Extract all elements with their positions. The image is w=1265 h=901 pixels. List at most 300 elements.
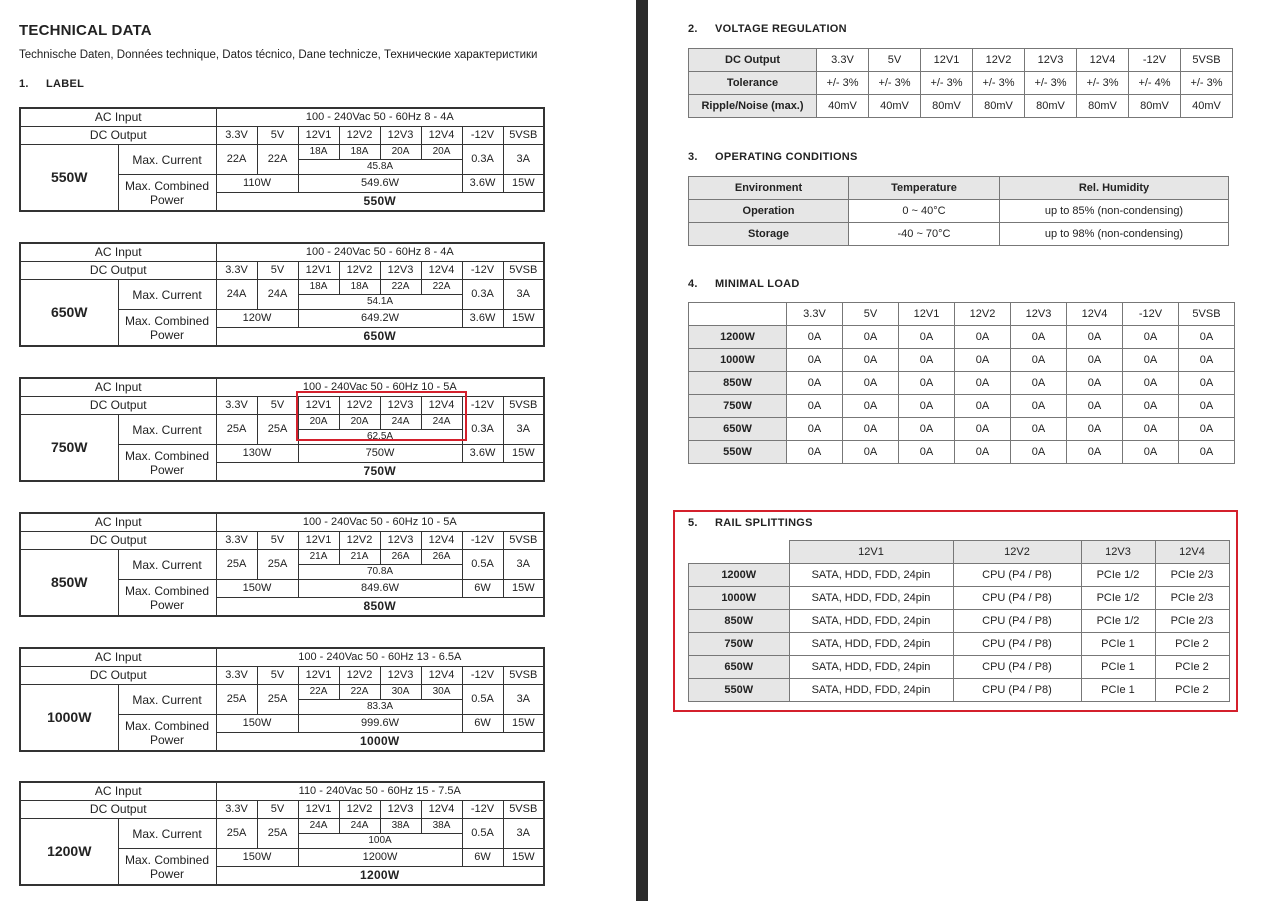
ml-value: 0A — [899, 441, 955, 464]
rail-header: 5V — [869, 49, 921, 72]
power-value: 150W — [216, 580, 298, 598]
section-rail-heading: 5. RAIL SPLITTINGS — [688, 517, 813, 529]
rail-header: 3.3V — [817, 49, 869, 72]
max-current-row — [20, 685, 544, 700]
rail-header: 3.3V — [216, 397, 257, 415]
current-value: 18A — [339, 280, 380, 295]
rs-header: 12V1 — [789, 541, 953, 564]
max-current-row — [20, 550, 544, 565]
total-power-value: 1200W — [216, 867, 544, 886]
ml-row — [689, 326, 1235, 349]
rs-value: PCIe 2 — [1155, 679, 1229, 702]
power-value: 6W — [462, 715, 503, 733]
max-combined-label: Max. Combined Power — [118, 580, 216, 617]
rail-header: 3.3V — [216, 667, 257, 685]
max-combined-label: Max. Combined Power — [118, 715, 216, 752]
rs-value: CPU (P4 / P8) — [953, 564, 1081, 587]
ac-input-label: AC Input — [20, 513, 216, 532]
rs-row-label: 650W — [689, 656, 790, 679]
ml-value: 0A — [1179, 418, 1235, 441]
rail-header: 12V2 — [973, 49, 1025, 72]
rail-header: 12V1 — [298, 801, 339, 819]
ml-value: 0A — [1123, 372, 1179, 395]
rail-header: 12V3 — [380, 667, 421, 685]
vr-value: 80mV — [1077, 95, 1129, 118]
current-value: 22A — [380, 280, 421, 295]
page-divider — [636, 0, 648, 901]
rail-header: -12V — [462, 532, 503, 550]
current-value: 26A — [421, 550, 462, 565]
rs-header-row — [689, 541, 1230, 564]
rs-row — [689, 564, 1230, 587]
rail-header: 12V4 — [421, 397, 462, 415]
rail-header: 12V4 — [421, 667, 462, 685]
ml-value: 0A — [1179, 372, 1235, 395]
rail-header: 3.3V — [216, 262, 257, 280]
rail-header: 12V3 — [380, 127, 421, 145]
ml-row-label: 850W — [689, 372, 787, 395]
oc-row — [689, 200, 1229, 223]
dc-output-row — [20, 127, 544, 145]
current-value: 25A — [216, 819, 257, 849]
oc-header-row — [689, 177, 1229, 200]
rail-header: 12V2 — [339, 532, 380, 550]
vr-value: +/- 3% — [869, 72, 921, 95]
ml-header-row — [689, 303, 1235, 326]
dc-output-label: DC Output — [20, 127, 216, 145]
rail-header: 12V2 — [339, 397, 380, 415]
oc-row — [689, 223, 1229, 246]
rail-header: 5VSB — [503, 532, 544, 550]
current-value: 3A — [503, 280, 544, 310]
rail-splittings-table — [688, 540, 1230, 702]
ml-value: 0A — [899, 349, 955, 372]
ac-input-value: 110 - 240Vac 50 - 60Hz 15 - 7.5A — [216, 782, 544, 801]
rs-value: SATA, HDD, FDD, 24pin — [789, 633, 953, 656]
rs-value: CPU (P4 / P8) — [953, 587, 1081, 610]
ml-value: 0A — [843, 418, 899, 441]
rs-row-label: 1200W — [689, 564, 790, 587]
current-value: 0.3A — [462, 280, 503, 310]
max-current-label: Max. Current — [118, 819, 216, 849]
vr-value: 80mV — [921, 95, 973, 118]
rs-header: 12V2 — [953, 541, 1081, 564]
current-value: 25A — [216, 415, 257, 445]
vr-value: +/- 4% — [1129, 72, 1181, 95]
current-value: 20A — [298, 415, 339, 430]
rs-corner — [689, 541, 790, 564]
ac-input-row — [20, 782, 544, 801]
rail-header: 5V — [843, 303, 899, 326]
voltage-regulation-table — [688, 48, 1233, 118]
vr-value: 40mV — [817, 95, 869, 118]
rail-header: 12V1 — [298, 127, 339, 145]
ac-input-label: AC Input — [20, 378, 216, 397]
section-label-heading: 1. LABEL — [19, 78, 85, 90]
current-value: 0.3A — [462, 145, 503, 175]
section-minimal-heading: 4. MINIMAL LOAD — [688, 278, 800, 290]
oc-row-label: Storage — [689, 223, 849, 246]
rail-header: 12V2 — [339, 127, 380, 145]
model-name: 1000W — [20, 685, 118, 752]
power-value: 6W — [462, 580, 503, 598]
label-table-650w — [19, 242, 545, 347]
power-value: 15W — [503, 310, 544, 328]
vr-row-label: Tolerance — [689, 72, 817, 95]
model-name: 650W — [20, 280, 118, 347]
rs-value: SATA, HDD, FDD, 24pin — [789, 610, 953, 633]
rs-value: PCIe 1 — [1081, 633, 1155, 656]
model-name: 1200W — [20, 819, 118, 886]
rail-header: -12V — [462, 127, 503, 145]
current-value: 24A — [216, 280, 257, 310]
combined-12v-value: 70.8A — [298, 565, 462, 580]
max-combined-label: Max. Combined Power — [118, 310, 216, 347]
current-value: 25A — [216, 550, 257, 580]
rail-header: -12V — [462, 801, 503, 819]
ml-value: 0A — [1179, 441, 1235, 464]
ac-input-row — [20, 243, 544, 262]
current-value: 3A — [503, 145, 544, 175]
rail-header: 5VSB — [1181, 49, 1233, 72]
current-value: 18A — [298, 145, 339, 160]
highlight-box-750w-rails — [296, 391, 467, 441]
current-value: 22A — [339, 685, 380, 700]
power-value: 649.2W — [298, 310, 462, 328]
current-value: 38A — [380, 819, 421, 834]
rail-header: 3.3V — [216, 127, 257, 145]
rail-header: 5VSB — [503, 262, 544, 280]
current-value: 18A — [298, 280, 339, 295]
page-subtitle: Technische Daten, Données technique, Datos técnico, Dane technicze, Технические характеристики — [19, 49, 538, 61]
dc-output-row — [20, 532, 544, 550]
dc-output-row — [20, 801, 544, 819]
ml-value: 0A — [1067, 441, 1123, 464]
ml-value: 0A — [787, 395, 843, 418]
rail-header: -12V — [1129, 49, 1181, 72]
rs-value: CPU (P4 / P8) — [953, 679, 1081, 702]
vr-value: +/- 3% — [973, 72, 1025, 95]
current-value: 20A — [380, 145, 421, 160]
rs-row-label: 750W — [689, 633, 790, 656]
current-value: 22A — [257, 145, 298, 175]
combined-12v-value: 45.8A — [298, 160, 462, 175]
max-current-label: Max. Current — [118, 145, 216, 175]
ml-value: 0A — [899, 395, 955, 418]
max-combined-label: Max. Combined Power — [118, 175, 216, 212]
dc-output-header: DC Output — [689, 49, 817, 72]
ml-value: 0A — [787, 326, 843, 349]
rail-header: 12V4 — [1077, 49, 1129, 72]
current-value: 3A — [503, 819, 544, 849]
ml-value: 0A — [843, 372, 899, 395]
rs-value: PCIe 2/3 — [1155, 610, 1229, 633]
rs-value: CPU (P4 / P8) — [953, 656, 1081, 679]
power-value: 3.6W — [462, 310, 503, 328]
max-current-label: Max. Current — [118, 685, 216, 715]
rs-value: PCIe 2/3 — [1155, 587, 1229, 610]
power-value: 999.6W — [298, 715, 462, 733]
vr-value: 80mV — [973, 95, 1025, 118]
rail-header: 12V4 — [421, 801, 462, 819]
ml-value: 0A — [1067, 372, 1123, 395]
rail-header: 5V — [257, 397, 298, 415]
rail-header: 12V4 — [421, 532, 462, 550]
vr-value: 80mV — [1025, 95, 1077, 118]
rail-header: 12V2 — [339, 667, 380, 685]
ml-value: 0A — [1123, 349, 1179, 372]
vr-value: 40mV — [1181, 95, 1233, 118]
ml-row-label: 650W — [689, 418, 787, 441]
current-value: 18A — [339, 145, 380, 160]
power-value: 549.6W — [298, 175, 462, 193]
rail-header: 5VSB — [503, 127, 544, 145]
ml-value: 0A — [1123, 441, 1179, 464]
rs-header: 12V3 — [1081, 541, 1155, 564]
current-value: 0.5A — [462, 550, 503, 580]
current-value: 22A — [216, 145, 257, 175]
rs-row — [689, 633, 1230, 656]
rail-header: 5V — [257, 667, 298, 685]
ac-input-value: 100 - 240Vac 50 - 60Hz 8 - 4A — [216, 108, 544, 127]
oc-header: Rel. Humidity — [1000, 177, 1229, 200]
ac-input-value: 100 - 240Vac 50 - 60Hz 10 - 5A — [216, 378, 544, 397]
rail-header: 12V3 — [380, 801, 421, 819]
ml-value: 0A — [843, 395, 899, 418]
ml-row-label: 750W — [689, 395, 787, 418]
vr-value: 80mV — [1129, 95, 1181, 118]
ml-value: 0A — [1179, 326, 1235, 349]
oc-row-label: Operation — [689, 200, 849, 223]
vr-value: 40mV — [869, 95, 921, 118]
current-value: 20A — [421, 145, 462, 160]
total-power-value: 1000W — [216, 733, 544, 752]
ml-value: 0A — [955, 326, 1011, 349]
ml-value: 0A — [787, 372, 843, 395]
rs-row — [689, 656, 1230, 679]
rs-value: SATA, HDD, FDD, 24pin — [789, 679, 953, 702]
rs-row — [689, 587, 1230, 610]
current-value: 30A — [380, 685, 421, 700]
rs-row-label: 1000W — [689, 587, 790, 610]
rail-header: 3.3V — [787, 303, 843, 326]
current-value: 3A — [503, 685, 544, 715]
dc-output-row — [20, 262, 544, 280]
ml-value: 0A — [1123, 395, 1179, 418]
ml-value: 0A — [1011, 326, 1067, 349]
rs-row — [689, 610, 1230, 633]
ml-value: 0A — [1067, 418, 1123, 441]
power-value: 15W — [503, 715, 544, 733]
rail-header: 5VSB — [503, 667, 544, 685]
ml-value: 0A — [787, 349, 843, 372]
current-value: 22A — [421, 280, 462, 295]
current-value: 3A — [503, 415, 544, 445]
rail-header: 3.3V — [216, 801, 257, 819]
ml-row-label: 550W — [689, 441, 787, 464]
ml-value: 0A — [1179, 349, 1235, 372]
current-value: 24A — [421, 415, 462, 430]
ml-value: 0A — [899, 418, 955, 441]
oc-value: up to 98% (non-condensing) — [1000, 223, 1229, 246]
rail-header: 5VSB — [503, 801, 544, 819]
label-table-1000w — [19, 647, 545, 752]
ac-input-label: AC Input — [20, 108, 216, 127]
oc-value: up to 85% (non-condensing) — [1000, 200, 1229, 223]
model-name: 850W — [20, 550, 118, 617]
max-combined-label: Max. Combined Power — [118, 849, 216, 886]
vr-value: +/- 3% — [921, 72, 973, 95]
model-name: 550W — [20, 145, 118, 212]
current-value: 0.5A — [462, 819, 503, 849]
vr-value: +/- 3% — [1181, 72, 1233, 95]
rs-value: PCIe 2 — [1155, 633, 1229, 656]
power-value: 750W — [298, 445, 462, 463]
rail-header: 12V2 — [339, 262, 380, 280]
power-value: 1200W — [298, 849, 462, 867]
ml-value: 0A — [787, 418, 843, 441]
rail-header: -12V — [462, 262, 503, 280]
rail-header: -12V — [462, 397, 503, 415]
vr-value: +/- 3% — [1077, 72, 1129, 95]
power-value: 150W — [216, 715, 298, 733]
ml-value: 0A — [1067, 395, 1123, 418]
rs-value: PCIe 1/2 — [1081, 587, 1155, 610]
ml-value: 0A — [1123, 326, 1179, 349]
current-value: 25A — [257, 415, 298, 445]
label-table-550w — [19, 107, 545, 212]
ml-value: 0A — [955, 418, 1011, 441]
rail-header: 12V2 — [955, 303, 1011, 326]
dc-output-label: DC Output — [20, 801, 216, 819]
oc-header: Environment — [689, 177, 849, 200]
label-table-850w — [19, 512, 545, 617]
total-power-value: 550W — [216, 193, 544, 212]
rail-header: 12V3 — [380, 532, 421, 550]
rs-row-label: 550W — [689, 679, 790, 702]
rs-value: PCIe 1 — [1081, 656, 1155, 679]
rail-header: 3.3V — [216, 532, 257, 550]
current-value: 24A — [380, 415, 421, 430]
rail-header: 12V4 — [1067, 303, 1123, 326]
power-value: 15W — [503, 849, 544, 867]
rail-header: 5V — [257, 801, 298, 819]
current-value: 25A — [216, 685, 257, 715]
ml-value: 0A — [1067, 326, 1123, 349]
current-value: 38A — [421, 819, 462, 834]
dc-output-label: DC Output — [20, 667, 216, 685]
current-value: 21A — [339, 550, 380, 565]
rs-row — [689, 679, 1230, 702]
current-value: 22A — [298, 685, 339, 700]
rail-header: -12V — [1123, 303, 1179, 326]
power-value: 15W — [503, 445, 544, 463]
rail-header: 12V3 — [380, 262, 421, 280]
ac-input-row — [20, 108, 544, 127]
vr-value: +/- 3% — [1025, 72, 1077, 95]
rs-value: PCIe 2/3 — [1155, 564, 1229, 587]
ml-value: 0A — [1179, 395, 1235, 418]
ml-value: 0A — [843, 441, 899, 464]
ml-corner — [689, 303, 787, 326]
vr-value: +/- 3% — [817, 72, 869, 95]
page-title: TECHNICAL DATA — [19, 22, 152, 39]
power-value: 6W — [462, 849, 503, 867]
operating-conditions-table — [688, 176, 1229, 246]
ac-input-value: 100 - 240Vac 50 - 60Hz 13 - 6.5A — [216, 648, 544, 667]
current-value: 25A — [257, 550, 298, 580]
power-value: 3.6W — [462, 445, 503, 463]
section-operating-heading: 3. OPERATING CONDITIONS — [688, 151, 858, 163]
rail-header: 12V1 — [298, 397, 339, 415]
oc-header: Temperature — [849, 177, 1000, 200]
rail-header: 12V4 — [421, 262, 462, 280]
rail-header: 12V3 — [1025, 49, 1077, 72]
combined-12v-value: 83.3A — [298, 700, 462, 715]
max-current-label: Max. Current — [118, 550, 216, 580]
ac-input-row — [20, 648, 544, 667]
power-value: 849.6W — [298, 580, 462, 598]
dc-output-label: DC Output — [20, 532, 216, 550]
max-combined-label: Max. Combined Power — [118, 445, 216, 482]
rail-header: 5VSB — [503, 397, 544, 415]
oc-value: -40 ~ 70°C — [849, 223, 1000, 246]
rs-value: PCIe 1/2 — [1081, 564, 1155, 587]
max-current-label: Max. Current — [118, 415, 216, 445]
dc-output-label: DC Output — [20, 262, 216, 280]
current-value: 30A — [421, 685, 462, 700]
rail-header: 12V1 — [298, 262, 339, 280]
label-table-1200w — [19, 781, 545, 886]
current-value: 24A — [257, 280, 298, 310]
model-name: 750W — [20, 415, 118, 482]
power-value: 15W — [503, 175, 544, 193]
vr-row-label: Ripple/Noise (max.) — [689, 95, 817, 118]
ac-input-value: 100 - 240Vac 50 - 60Hz 8 - 4A — [216, 243, 544, 262]
rail-header: 12V1 — [298, 532, 339, 550]
rs-header: 12V4 — [1155, 541, 1229, 564]
dc-output-row — [20, 667, 544, 685]
ml-value: 0A — [1011, 372, 1067, 395]
rs-value: CPU (P4 / P8) — [953, 610, 1081, 633]
dc-output-label: DC Output — [20, 397, 216, 415]
ac-input-label: AC Input — [20, 648, 216, 667]
rail-header: 5V — [257, 262, 298, 280]
minimal-load-table — [688, 302, 1235, 464]
max-current-label: Max. Current — [118, 280, 216, 310]
vr-row — [689, 72, 1233, 95]
rail-header: -12V — [462, 667, 503, 685]
ml-value: 0A — [899, 372, 955, 395]
rs-value: SATA, HDD, FDD, 24pin — [789, 564, 953, 587]
current-value: 25A — [257, 819, 298, 849]
ml-value: 0A — [1123, 418, 1179, 441]
current-value: 25A — [257, 685, 298, 715]
ml-value: 0A — [787, 441, 843, 464]
ac-input-label: AC Input — [20, 243, 216, 262]
max-current-row — [20, 280, 544, 295]
ml-value: 0A — [1011, 441, 1067, 464]
rail-header: 12V4 — [421, 127, 462, 145]
power-value: 15W — [503, 580, 544, 598]
rail-header: 12V1 — [298, 667, 339, 685]
ml-value: 0A — [955, 372, 1011, 395]
rs-value: CPU (P4 / P8) — [953, 633, 1081, 656]
current-value: 20A — [339, 415, 380, 430]
ml-value: 0A — [955, 441, 1011, 464]
current-value: 3A — [503, 550, 544, 580]
current-value: 0.3A — [462, 415, 503, 445]
